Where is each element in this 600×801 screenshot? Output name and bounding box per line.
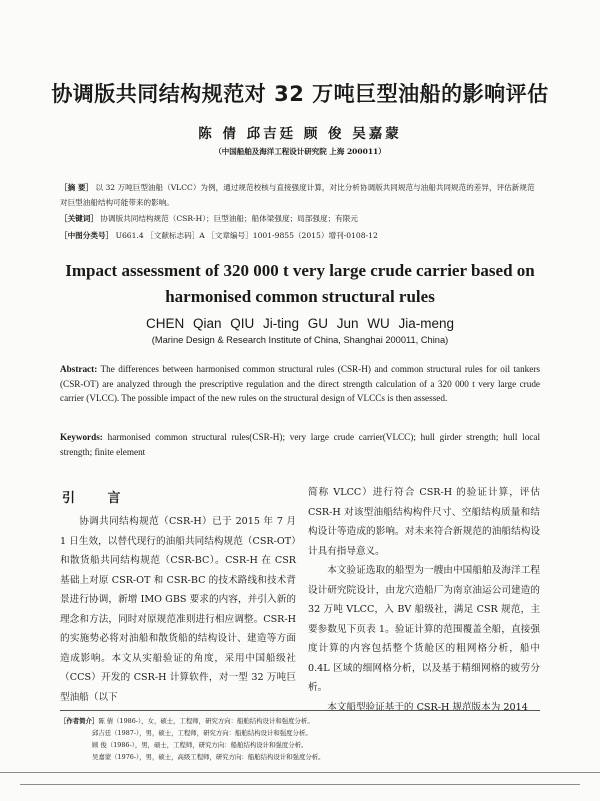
abstract-en-label: Abstract: — [60, 364, 98, 374]
classification-cn-text: U661.4 ［文献标志码］A ［文章编号］1001-9855（2015）增刊-0108-12 — [115, 231, 378, 240]
classification-cn-label: ［中图分类号］ — [60, 231, 114, 240]
author-note-line: 吴嘉蒙（1976-），男，硕士，高级工程师，研究方向：船舶结构设计和强度分析。 — [92, 753, 325, 761]
paper-title-cn: 协调版共同结构规范对 32 万吨巨型油船的影响评估 — [51, 82, 549, 106]
left-paragraph: 协调共同结构规范（CSR-H）已于 2015 年 7 月 1 日生效，以替代现行的油船共同结构规范（CSR-OT）和散货船共同结构规范（CSR-BC）。CSR-H 在 CSR 基础上对原 CSR-OT 和 CSR-BC 的技术路线和技术背景进行协调，新增 IMO GBS 要求的内容，并引入新的理念和方法，同时对原规范准则进行相应调整。CSR-H 的实施势必将对油船和散货船的结构设计、建造等方面造成影响。本文从实船验证的角度，采用中国船级社（CCS）开发的 CSR-H 计算软件，对一型 32 万吨巨型油船（以下 — [60, 516, 296, 703]
right-paragraph: 本文船型验证基于的 CSR-H 规范版本为 2014 — [327, 701, 528, 713]
affiliation-en: (Marine Design & Research Institute of China, Shanghai 200011, China) — [151, 335, 449, 345]
classification-cn — [60, 228, 540, 243]
body-right-column — [308, 483, 540, 717]
author-notes-label: ［作者简介］ — [60, 717, 99, 725]
abstract-cn-text: 以 32 万吨巨型油船（VLCC）为例，通过规范校核与直接强度计算，对比分析协调版共同规范与油船共同规范的差异，评估新规范对巨型油船结构可能带来的影响。 — [60, 183, 535, 207]
right-paragraph: 简称 VLCC）进行符合 CSR-H 的验证计算，评估 CSR-H 对该型油船结构构件尺寸、空船结构质量和结构设计等造成的影响。对未来符合新规范的油船结构设计具有指导意义。 — [308, 487, 540, 557]
keywords-en-label: Keywords: — [60, 432, 103, 442]
authors-en: CHEN Qian QIU Ji-ting GU Jun WU Jia-meng — [145, 316, 455, 331]
keywords-cn-label: ［关键词］ — [60, 214, 98, 223]
author-note-line: 顾 俊（1986-），男，硕士，工程师，研究方向：船舶结构设计和强度分析。 — [92, 741, 308, 749]
author-note-line: 邱吉廷（1987-），男，硕士，工程师，研究方向：船舶结构设计和强度分析。 — [92, 729, 312, 737]
keywords-en — [60, 430, 540, 459]
affiliation-cn: （中国船舶及海洋工程设计研究院 上海 200011） — [214, 147, 386, 156]
abstract-cn-label: ［摘 要］ — [60, 183, 94, 192]
keywords-cn-text: 协调版共同结构规范（CSR-H）；巨型油船；船体梁强度；局部强度；有限元 — [100, 214, 358, 223]
scan-line — [0, 772, 600, 773]
section-heading-introduction: 引 言 — [62, 491, 135, 506]
author-note-line: 陈 倩（1986-），女，硕士，工程师，研究方向：船舶结构设计和强度分析。 — [98, 717, 314, 725]
keywords-en-text: harmonised common structural rules(CSR-H); very large crude carrier(VLCC); hull girder strength; hull local strength; finite element — [60, 432, 540, 457]
footnote-divider — [60, 710, 540, 711]
authors-cn: 陈 倩 邱吉廷 顾 俊 吴嘉蒙 — [198, 126, 402, 142]
abstract-cn — [60, 180, 540, 210]
abstract-en-text: The differences between harmonised common structural rules (CSR-H) and common structural rules for oil tankers (CSR-OT) are analyzed through the prescriptive regulation and the direct strength calculation of a 320 000 t very large crude carrier (VLCC). The possible impact of the new rules on the structural design of VLCCs is then assessed. — [60, 364, 540, 403]
author-notes — [60, 715, 540, 763]
body-left-column — [60, 512, 296, 707]
paper-title-en: Impact assessment of 320 000 t very large crude carrier based on harmonised common structural rules — [65, 261, 535, 306]
abstract-en — [60, 362, 540, 406]
keywords-cn — [60, 211, 540, 226]
right-paragraph: 本文验证选取的船型为一艘由中国船舶及海洋工程设计研究院设计，由龙穴造船厂为南京油运公司建造的 32 万吨 VLCC，入 BV 船级社，满足 CSR 规范，主要参数见下页表 1。验证计算的范围覆盖全船，直接强度计算的内容包括整个货舱区的粗网格分析，船中 0.4L 区域的细网格分析，以及基于精细网格的疲劳分析。 — [308, 565, 540, 693]
scan-line — [20, 784, 580, 785]
